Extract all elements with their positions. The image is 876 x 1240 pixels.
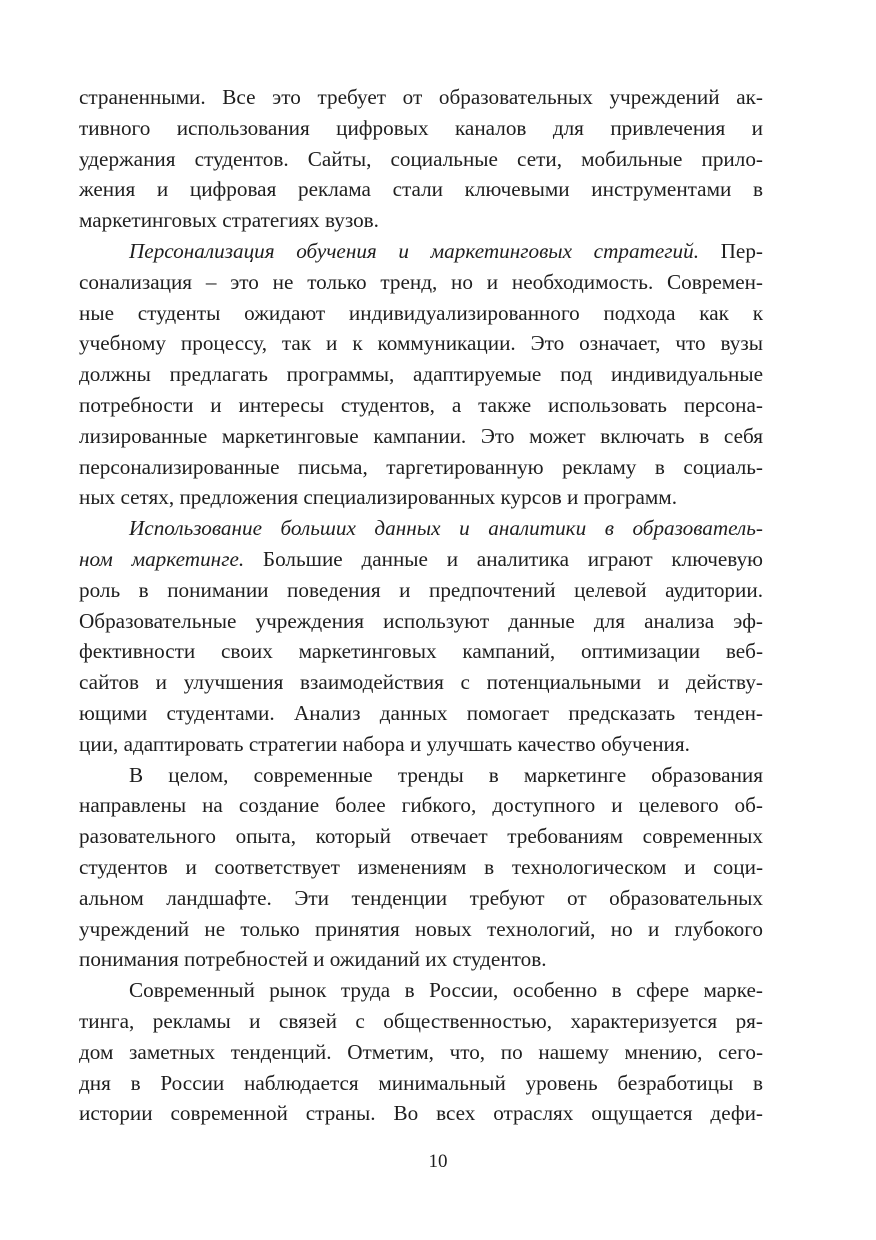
text-line: персонализированные письма, таргетированную рекламу в социаль- — [79, 454, 763, 479]
text-line: ющими студентами. Анализ данных помогает предсказать тенден- — [79, 700, 763, 725]
text-line: должны предлагать программы, адаптируемые под индивидуальные — [79, 362, 763, 387]
text-line: Образовательные учреждения используют данные для анализа эф- — [79, 608, 763, 633]
text-line: студентов и соответствует изменениям в технологическом и соци- — [79, 854, 763, 879]
text-line: ные студенты ожидают индивидуализированного подхода как к — [79, 300, 763, 325]
text-line: истории современной страны. Во всех отраслях ощущается дефи- — [79, 1101, 763, 1126]
body-text — [79, 82, 763, 1129]
text-line: разовательного опыта, который отвечает требованиям современных — [79, 824, 763, 849]
text-line: тивного использования цифровых каналов для привлечения и — [79, 115, 763, 140]
paragraph-heading: Персонализация обучения и маркетинговых стратегий. — [129, 238, 700, 263]
text-line: направлены на создание более гибкого, доступного и целевого об- — [79, 793, 763, 818]
text-line: страненными. Все это требует от образовательных учреждений ак- — [79, 85, 763, 109]
paragraph-heading: ном маркетинге. — [79, 546, 245, 571]
text-line: Современный рынок труда в России, особенно в сфере марке- — [129, 978, 763, 1003]
text-line: потребности и интересы студентов, а также использовать персона- — [79, 392, 763, 417]
text-line: учебному процессу, так и к коммуникации. Это означает, что вузы — [79, 331, 763, 356]
text-line: дня в России наблюдается минимальный уровень безработицы в — [79, 1070, 763, 1095]
text-line — [79, 544, 763, 575]
text-line: жения и цифровая реклама стали ключевыми инструментами в — [79, 177, 763, 202]
text-line: ных сетях, предложения специализированных курсов и программ. — [79, 485, 677, 510]
text-run: Пер- — [699, 238, 763, 263]
text-line: лизированные маркетинговые кампании. Это может включать в себя — [79, 423, 763, 448]
text-line: удержания студентов. Сайты, социальные сети, мобильные прило- — [79, 146, 763, 171]
text-line: ции, адаптировать стратегии набора и улучшать качество обучения. — [79, 731, 690, 756]
text-line — [79, 236, 763, 267]
text-line: В целом, современные тренды в маркетинге образования — [129, 762, 763, 787]
paragraph-heading: Использование больших данных и аналитики в образователь- — [129, 516, 763, 541]
text-line: тинга, рекламы и связей с общественностью, характеризуется ря- — [79, 1008, 763, 1033]
text-line — [79, 513, 763, 544]
text-line: фективности своих маркетинговых кампаний, оптимизации веб- — [79, 639, 763, 664]
text-line: сонализация – это не только тренд, но и необходимость. Современ- — [79, 269, 763, 294]
text-line: учреждений не только принятия новых технологий, но и глубокого — [79, 916, 763, 941]
text-line: роль в понимании поведения и предпочтений целевой аудитории. — [79, 577, 763, 602]
text-line: сайтов и улучшения взаимодействия с потенциальными и действу- — [79, 670, 763, 695]
page-number: 10 — [428, 1151, 448, 1172]
text-run: Большие данные и аналитика играют ключевую — [244, 546, 763, 571]
text-line: дом заметных тенденций. Отметим, что, по нашему мнению, сего- — [79, 1039, 763, 1064]
text-line: маркетинговых стратегиях вузов. — [79, 208, 379, 233]
text-line: понимания потребностей и ожиданий их студентов. — [79, 947, 547, 972]
text-line: альном ландшафте. Эти тенденции требуют от образовательных — [79, 885, 763, 910]
